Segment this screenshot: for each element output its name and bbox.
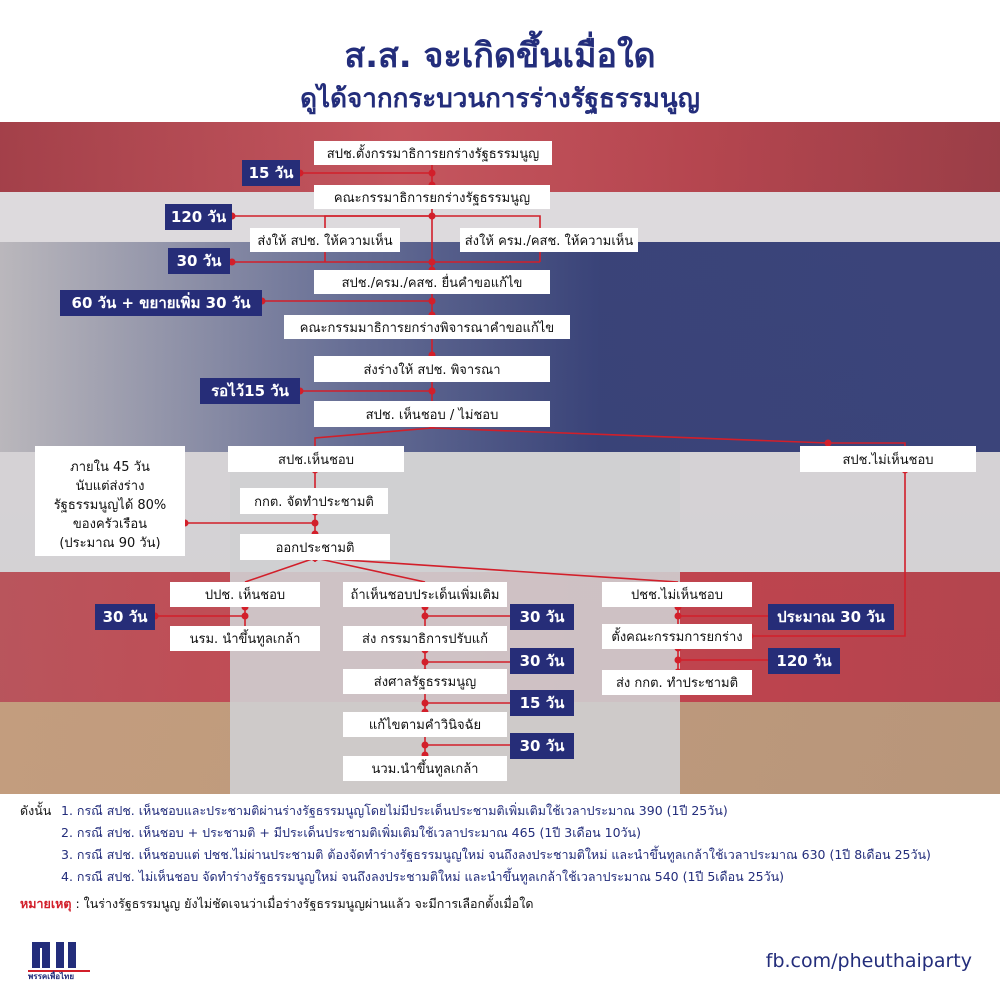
duration-tag: 15 วัน: [510, 690, 574, 716]
step-fix-ruling: แก้ไขตามคำวินิจฉัย: [343, 712, 507, 737]
duration-tag: 30 วัน: [95, 604, 155, 630]
step-to-court: ส่งศาลรัฐธรรมนูญ: [343, 669, 507, 694]
step-send-draft: ส่งร่างให้ สปช. พิจารณา: [314, 356, 550, 382]
step-extra-issues: ถ้าเห็นชอบประเด็นเพิ่มเติม: [343, 582, 507, 607]
summary-item: 4. กรณี สปช. ไม่เห็นชอบ จัดทำร่างรัฐธรรมนูญใหม่ จนถึงลงประชามติใหม่ และนำขึ้นทูลเกล้าใช้เวลาประมาณ 540 (1ปี 5เดือน 25วัน): [61, 869, 785, 884]
step-npc-vote: สปช. เห็นชอบ / ไม่ชอบ: [314, 401, 550, 427]
step-npc-approve: สปช.เห็นชอบ: [228, 446, 404, 472]
step-ect-referendum: กกต. จัดทำประชามติ: [240, 488, 388, 514]
step-new-committee: ตั้งคณะกรรมการยกร่าง: [602, 624, 752, 649]
note-line: (ประมาณ 90 วัน): [59, 536, 161, 551]
step-pm-submit-2: นวม.นำขึ้นทูลเกล้า: [343, 756, 507, 781]
step-send-npc: ส่งให้ สปช. ให้ความเห็น: [250, 228, 400, 252]
duration-tag: ประมาณ 30 วัน: [768, 604, 894, 630]
step-people-disapprove: ปชช.ไม่เห็นชอบ: [602, 582, 752, 607]
summary-lead: ดังนั้น: [20, 803, 52, 818]
remark-text: : ในร่างรัฐธรรมนูญ ยังไม่ชัดเจนว่าเมื่อร่างรัฐธรรมนูญผ่านแล้ว จะมีการเลือกตั้งเมื่อใด: [75, 896, 534, 911]
duration-tag: 30 วัน: [510, 733, 574, 759]
note-line: นับแต่ส่งร่าง: [75, 479, 145, 494]
duration-tag: 120 วัน: [165, 204, 232, 230]
remark-label: หมายเหตุ: [20, 896, 72, 911]
step-drafting-committee: คณะกรรมาธิการยกร่างรัฐธรรมนูญ: [314, 185, 550, 209]
step-send-cabinet: ส่งให้ ครม./คสช. ให้ความเห็น: [460, 228, 638, 252]
note-line: รัฐธรรมนูญได้ 80%: [53, 498, 167, 513]
step-review-amendment: คณะกรรมมาธิการยกร่างพิจารณาคำขอแก้ไข: [284, 315, 570, 339]
step-to-committee: ส่ง กรรมาธิการปรับแก้: [343, 626, 507, 651]
note-line: ภายใน 45 วัน: [70, 460, 150, 475]
page-subtitle: ดูได้จากกระบวนการร่างรัฐธรรมนูญ: [300, 84, 700, 114]
duration-tag: 60 วัน + ขยายเพิ่ม 30 วัน: [60, 290, 262, 316]
duration-tag: 120 วัน: [768, 648, 840, 674]
duration-tag: 30 วัน: [168, 248, 230, 274]
step-to-ect: ส่ง กกต. ทำประชามติ: [602, 670, 752, 695]
step-npc-disapprove: สปช.ไม่เห็นชอบ: [800, 446, 976, 472]
duration-tag: 15 วัน: [242, 160, 300, 186]
step-appoint-committee: สปช.ตั้งกรรมาธิการยกร่างรัฐธรรมนูญ: [314, 141, 552, 165]
summary-item: 2. กรณี สปช. เห็นชอบ + ประชามติ + มีประเด็นประชามติเพิ่มเติมใช้เวลาประมาณ 465 (1ปี 3เดือน 10วัน): [61, 825, 641, 840]
summary-item: ดังนั้น 1. กรณี สปช. เห็นชอบและประชามติผ่านร่างรัฐธรรมนูญโดยไม่มีประเด็นประชามติเพิ่มเติมใช้เวลาประมาณ 390 (1ปี 25วัน): [20, 800, 990, 822]
step-pm-submit: นรม. นำขึ้นทูลเกล้า: [170, 626, 320, 651]
duration-tag: 30 วัน: [510, 604, 574, 630]
summary-item: 3. กรณี สปช. เห็นชอบแต่ ปชช.ไม่ผ่านประชามติ ต้องจัดทำร่างรัฐธรรมนูญใหม่ จนถึงลงประชามติใหม่ และนำขึ้นทูลเกล้าใช้เวลาประมาณ 630 (1ปี 8เดือน 25วัน): [61, 847, 931, 862]
duration-tag: 30 วัน: [510, 648, 574, 674]
step-people-approve: ปปช. เห็นชอบ: [170, 582, 320, 607]
remark: [20, 894, 534, 914]
duration-tag: รอไว้15 วัน: [200, 378, 300, 404]
summary: [20, 800, 990, 888]
facebook-link[interactable]: fb.com/pheuthaiparty: [765, 950, 972, 972]
party-name: พรรคเพื่อไทย: [28, 972, 75, 981]
step-referendum: ออกประชามติ: [240, 534, 390, 560]
referendum-note: [35, 446, 185, 556]
page-title: ส.ส. จะเกิดขึ้นเมื่อใด: [344, 36, 656, 76]
note-line: ของครัวเรือน: [72, 517, 148, 532]
step-submit-amendment: สปช./ครม./คสช. ยื่นคำขอแก้ไข: [314, 270, 550, 294]
